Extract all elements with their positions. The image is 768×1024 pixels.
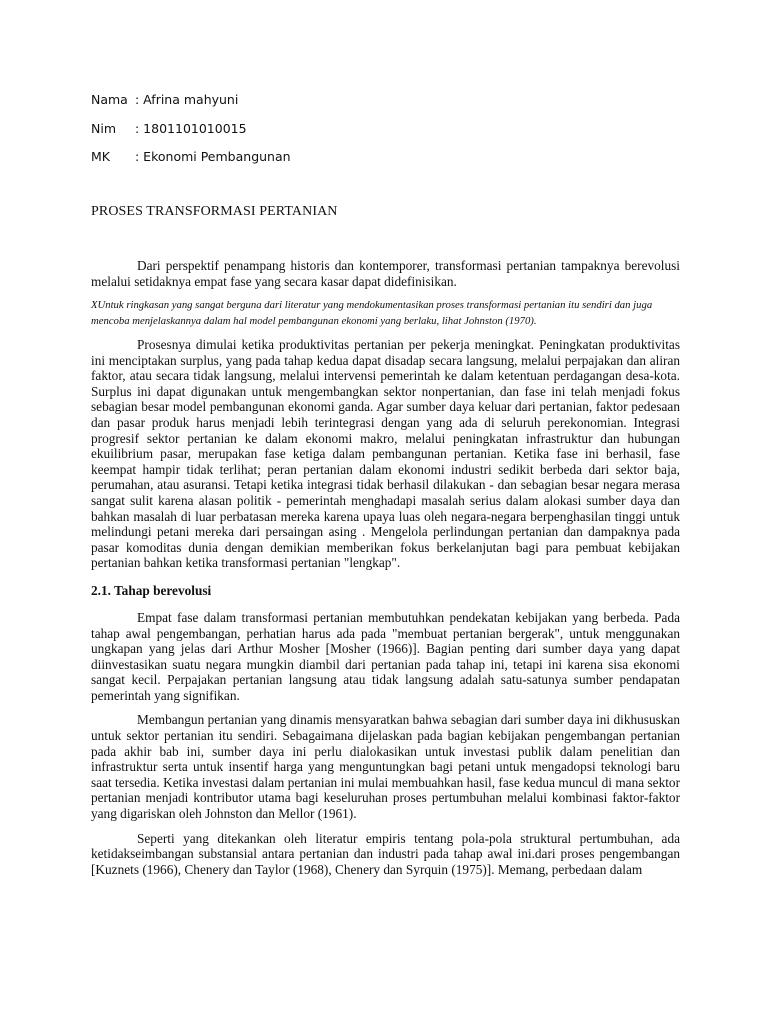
document-body [91, 258, 680, 877]
paragraph-dynamic-agriculture: Membangun pertanian yang dinamis mensyaratkan bahwa sebagian dari sumber daya ini dikhususkan untuk sektor pertanian itu sendiri. Sebagaimana dijelaskan pada bagian kebijakan pengembangan pertanian pada akhir bab ini, sumber daya ini perlu dialokasikan untuk investasi publik dalam penelitian dan infrastruktur serta untuk insentif harga yang menguntungkan bagi petani untuk mengadopsi teknologi baru saat tersedia. Ketika investasi dalam pertanian ini mulai membuahkan hasil, fase kedua muncul di mana sektor pertanian menjadi kontributor utama bagi keseluruhan proses pertumbuhan melalui kombinasi faktor-faktor yang digariskan oleh Johnston dan Mellor (1961). [91, 712, 680, 822]
paragraph-process: Prosesnya dimulai ketika produktivitas pertanian per pekerja meningkat. Peningkatan produktivitas ini menciptakan surplus, yang pada tahap kedua dapat disadap secara langsung, melalui perpajakan dan aliran faktor, atau secara tidak langsung, melalui intervensi pemerintah ke dalam ketentuan perdagangan desa-kota. Surplus ini dapat digunakan untuk mengembangkan sektor nonpertanian, dan fase ini telah menjadi fokus sebagian besar model pembangunan ekonomi ganda. Agar sumber daya keluar dari pertanian, faktor pedesaan dan pasar produk harus menjadi lebih terintegrasi dengan yang ada di seluruh perekonomian. Integrasi progresif sektor pertanian ke dalam ekonomi makro, melalui peningkatan infrastruktur dan hubungan ekuilibrium pasar, merupakan fase ketiga dalam pembangunan pertanian. Ketika fase ini berhasil, fase keempat hampir tidak terlihat; peran pertanian dalam ekonomi industri sedikit berbeda dari sektor baja, perumahan, atau asuransi. Tetapi ketika integrasi tidak berhasil dilakukan - dan sebagian besar negara merasa sangat sulit karena alasan politik - pemerintah menghadapi masalah serius dalam alokasi sumber daya dan bahkan masalah di luar perbatasan mereka karena upaya luas oleh negara-negara berpenghasilan tinggi untuk melindungi petani mereka dari persaingan asing . Mengelola perlindungan pertanian dan dampaknya pada pasar komoditas dunia dengan demikian memberikan fokus berkelanjutan bagi para pembuat kebijakan pertanian bahkan ketika transformasi pertanian "lengkap". [91, 337, 680, 571]
info-label-nama: Nama [91, 92, 128, 107]
paragraph-structural-patterns: Seperti yang ditekankan oleh literatur empiris tentang pola-pola struktural pertumbuhan, ada ketidakseimbangan substansial antara pertanian dan industri pada tahap awal ini.dari proses pengembangan [Kuznets (1966), Chenery dan Taylor (1968), Chenery dan Syrquin (1975)]. Memang, perbedaan dalam [91, 830, 680, 877]
paragraph-four-phases: Empat fase dalam transformasi pertanian membutuhkan pendekatan kebijakan yang berbeda. Pada tahap awal pengembangan, perhatian harus ada pada "membuat pertanian bergerak", untuk menggunakan ungkapan yang jelas dari Arthur Mosher [Mosher (1966)]. Bagian penting dari sumber daya yang dapat diinvestasikan suatu negara mungkin diambil dari pertanian pada tahap ini, tetapi ini karena sisa ekonomi sangat kecil. Perpajakan pertanian langsung atau tidak langsung adalah satu-satunya sumber pendapatan pemerintah yang signifikan. [91, 609, 680, 703]
section-heading: 2.1. Tahap berevolusi [91, 582, 212, 598]
info-value-nama: : Afrina mahyuni [135, 92, 239, 107]
info-label-mk: MK [91, 149, 110, 164]
document-title: PROSES TRANSFORMASI PERTANIAN [91, 204, 338, 219]
info-value-nim: : 1801101010015 [135, 120, 247, 136]
intro-paragraph: Dari perspektif penampang historis dan kontemporer, transformasi pertanian tampaknya berevolusi melalui setidaknya empat fase yang secara kasar dapat didefinisikan. [91, 258, 680, 289]
footnote-note: XUntuk ringkasan yang sangat berguna dari literatur yang mendokumentasikan proses transformasi pertanian itu sendiri dan juga mencoba menjelaskannya dalam hal model pembangunan ekonomi yang berlaku, lihat Johnston (1970). [91, 299, 653, 327]
info-value-mk: : Ekonomi Pembangunan [135, 149, 291, 164]
info-label-nim: Nim [91, 120, 116, 136]
